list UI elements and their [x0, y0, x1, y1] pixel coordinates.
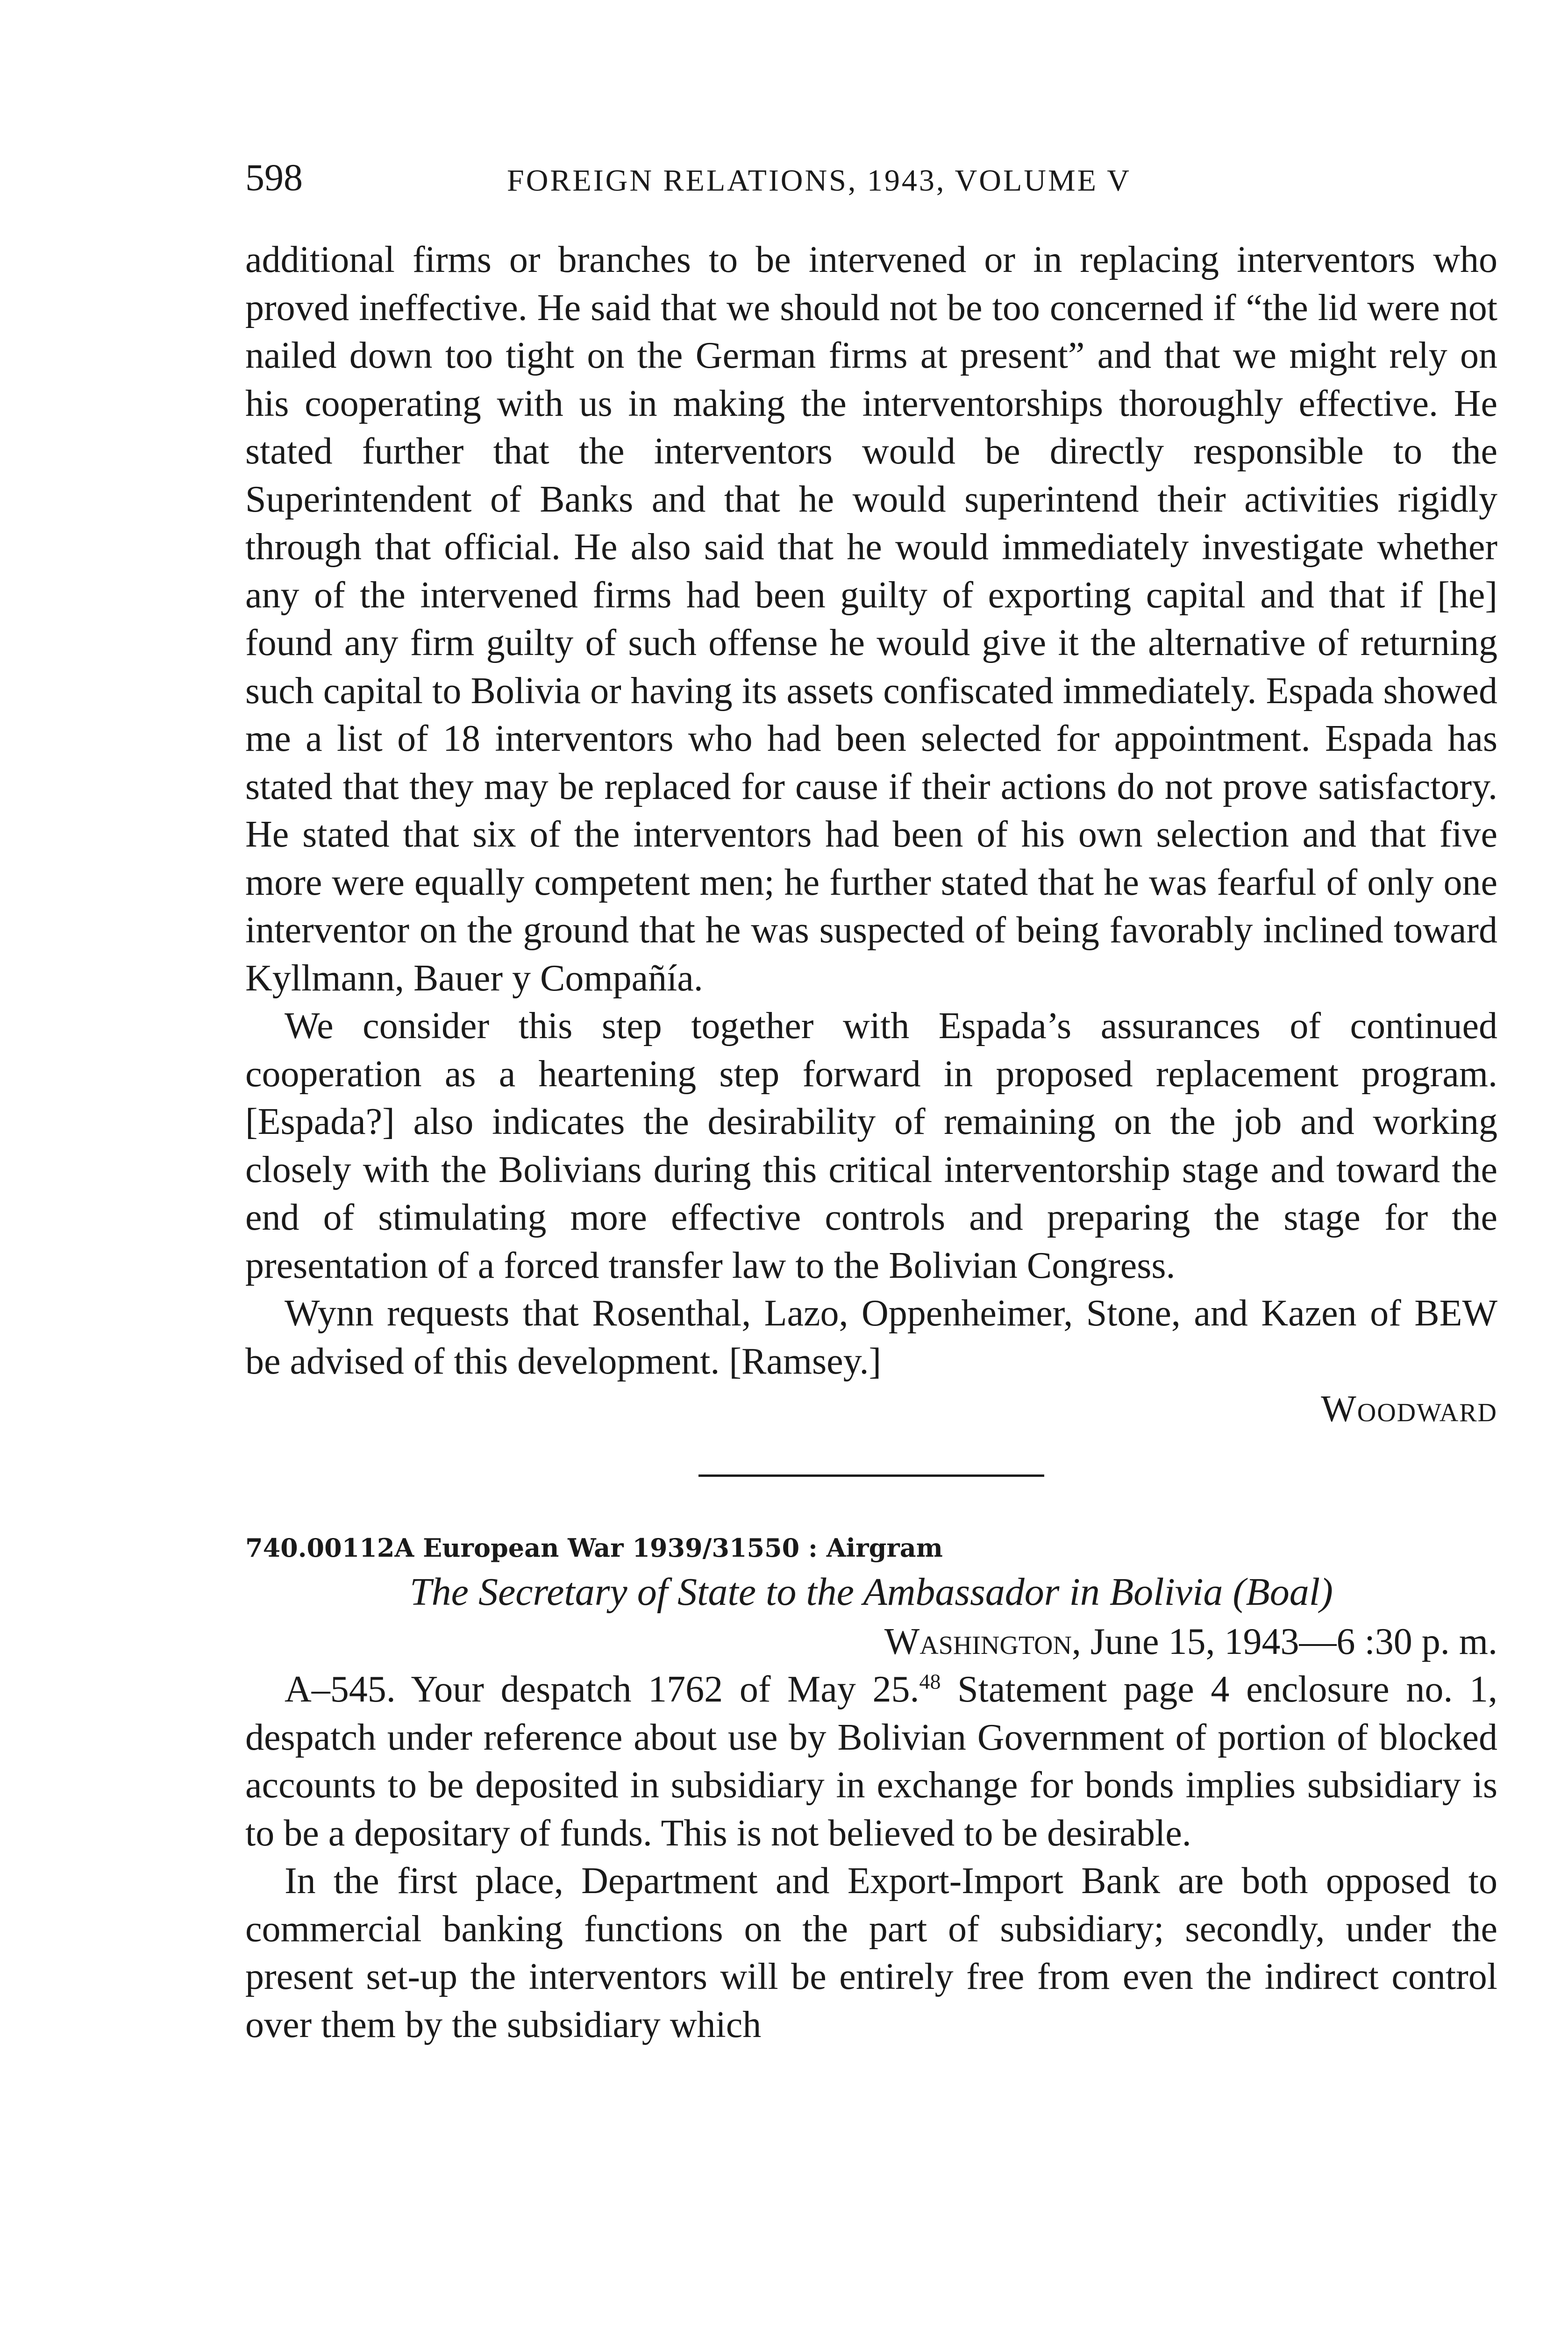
dateline-date: June 15, 1943—6 :30 p. m. — [1090, 1621, 1497, 1662]
section-divider — [698, 1474, 1044, 1477]
file-reference: 740.00112A European War 1939/31550 : Airgram — [245, 1532, 943, 1563]
paragraph-first-place: In the first place, Department and Export-Import Bank are both opposed to commercial banking functions on the part of subsidiary; secondly, under the present set-up the interventors will be entirely free from even the indirect control over them by the subsidiary which — [245, 1860, 1497, 2045]
dateline — [245, 1618, 1497, 1666]
signature: Woodward — [1321, 1389, 1497, 1430]
body-text — [245, 236, 1497, 2049]
paragraph-wynn: Wynn requests that Rosenthal, Lazo, Oppenheimer, Stone, and Kazen of BEW be advised of this development. [Ramsey.] — [245, 1293, 1497, 1382]
dateline-place: Washington, — [884, 1621, 1081, 1662]
paragraph-a545 — [245, 1666, 1497, 1857]
page-header — [245, 154, 1483, 210]
running-head: FOREIGN RELATIONS, 1943, VOLUME V — [507, 164, 1131, 198]
continuation-paragraph: additional firms or branches to be intervened or in replacing interventors who proved ineffective. He said that we should not be too concerned if “the lid were not nailed down too tight on the German firms at present” and that we might rely on his cooperating with us in making the interventorships thoroughly effective. He stated further that the interventors would be directly responsible to the Superintendent of Banks and that he would superintend their activities rigidly through that official. He also said that he would immediately investigate whether any of the intervened firms had been guilty of exporting capital and that if [he] found any firm guilty of such offense he would give it the alternative of returning such capital to Bolivia or having its assets confiscated immediately. Espada showed me a list of 18 interventors who had been selected for appointment. Espada has stated that they may be replaced for cause if their actions do not prove satisfactory. He stated that six of the interventors had been of his own selection and that five more were equally competent men; he further stated that he was fearful of only one interventor on the ground that he was suspected of being favorably inclined toward Kyllmann, Bauer y Compañía. — [245, 239, 1497, 999]
paragraph-a545-rest: Statement page 4 enclosure no. 1, despatch under reference about use by Bolivian Government of portion of blocked accounts to be deposited in subsidiary in exchange for bonds implies subsidiary is to be a depositary of funds. This is not believed to be desirable. — [245, 1669, 1497, 1854]
paragraph-a545-text: A–545. Your despatch 1762 of May 25. — [285, 1669, 919, 1710]
page-number: 598 — [245, 156, 303, 199]
paragraph-consider: We consider this step together with Espada’s assurances of continued cooperation as a heartening step forward in proposed replacement program. [Espada?] also indicates the desirability of remaining on the job and working closely with the Bolivians during this critical interventorship stage and toward the end of stimulating more effective controls and preparing the stage for the presentation of a forced transfer law to the Bolivian Congress. — [245, 1005, 1497, 1286]
document-title: The Secretary of State to the Ambassador in Bolivia (Boal) — [409, 1570, 1333, 1614]
footnote-mark: 48 — [919, 1669, 941, 1694]
